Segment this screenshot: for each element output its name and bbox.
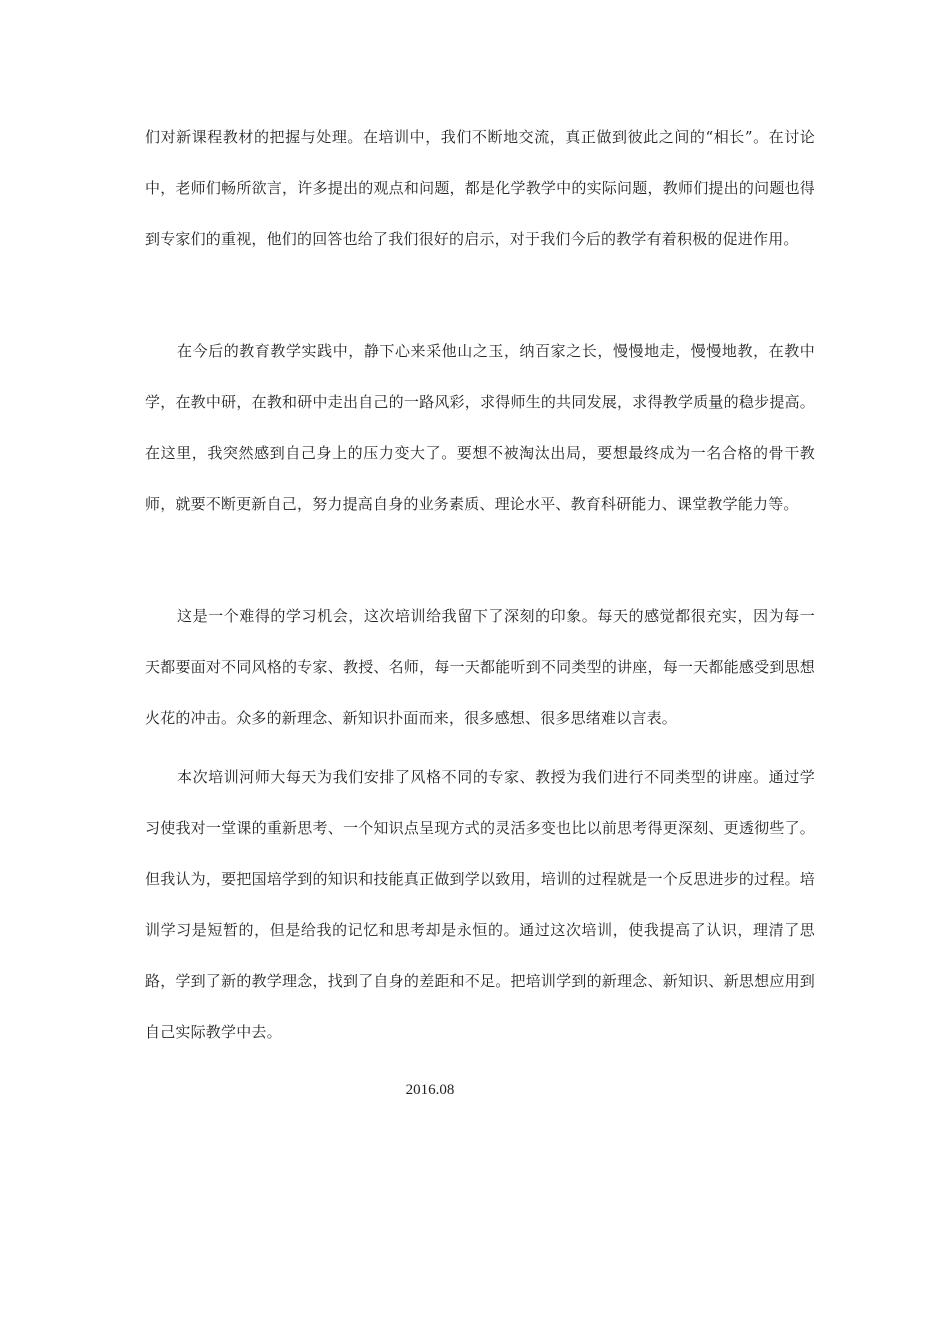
paragraph-future-practice: 在今后的教育教学实践中，静下心来采他山之玉，纳百家之长，慢慢地走，慢慢地教，在教中学，在教中研，在教和研中走出自己的一路风彩，求得师生的共同发展，求得教学质量的稳步提高。在这里，我突然感到自己身上的压力变大了。要想不被淘汰出局，要想最终成为一名合格的骨干教师，就要不断更新自己，努力提高自身的业务素质、理论水平、教育科研能力、课堂教学能力等。: [145, 342, 815, 513]
paragraph-training-reflection: 本次培训河师大每天为我们安排了风格不同的专家、教授为我们进行不同类型的讲座。通过学习使我对一堂课的重新思考、一个知识点呈现方式的灵活多变也比以前思考得更深刻、更透彻些了。但我认为，要把国培学到的知识和技能真正做到学以致用，培训的过程就是一个反思进步的过程。培训学习是短暂的，但是给我的记忆和思考却是永恒的。通过这次培训，使我提高了认识，理清了思路，学到了新的教学理念，找到了自身的差距和不足。把培训学到的新理念、新知识、新思想应用到自己实际教学中去。: [145, 768, 815, 1041]
paragraph-continuation: 们对新课程教材的把握与处理。在培训中，我们不断地交流，真正做到彼此之间的“相长”。在讨论中，老师们畅所欲言，许多提出的观点和问题，都是化学教学中的实际问题，教师们提出的问题也得到专家们的重视，他们的回答也给了我们很好的启示，对于我们今后的教学有着积极的促进作用。: [145, 128, 815, 248]
paragraph-learning-opportunity: 这是一个难得的学习机会，这次培训给我留下了深刻的印象。每天的感觉都很充实，因为每一天都要面对不同风格的专家、教授、名师，每一天都能听到不同类型的讲座，每一天都能感受到思想火花的冲击。众多的新理念、新知识扑面而来，很多感想、很多思绪难以言表。: [145, 607, 815, 727]
document-date: 2016.08: [405, 1082, 455, 1098]
